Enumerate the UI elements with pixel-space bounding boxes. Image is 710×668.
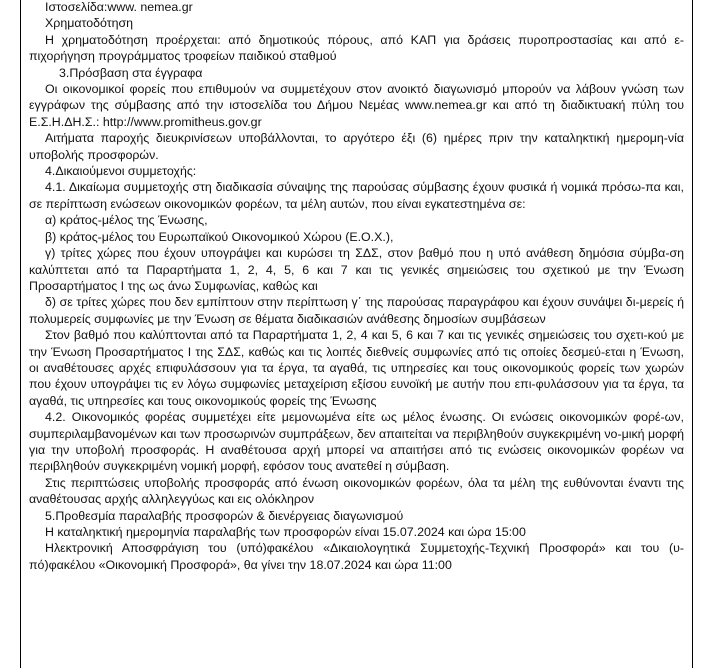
section-5-heading: 5.Προθεσμία παραλαβής προσφορών & διενέργειας διαγωνισμού: [45, 508, 404, 523]
section-4-1-text: 4.1. Δικαίωμα συμμετοχής στη διαδικασία σύναψης της παρούσας σύμβασης έχουν φυσικά ή νομικά πρόσω-πα και, σε περίπτωση ενώσεων οικονομικών φορέων, τα μέλη αυτών, που είναι εγκατεστημένα σε:: [29, 180, 684, 211]
list-item-b: β) κράτος-μέλος του Ευρωπαϊκού Οικονομικού Χώρου (Ε.Ο.Χ.),: [45, 229, 394, 244]
opening-text: Ηλεκτρονική Αποσφράγιση του (υπό)φακέλου «Δικαιολογητικά Συμμετοχής-Τεχνική Προσφορά» και του (υ-πό)φακέλου «Οικονομική Προσφορά», θα γίνει την 18.07.2024 και ώρα 11:00: [29, 541, 684, 572]
document-body: [21, 0, 692, 573]
clarifications-text: Αιτήματα παροχής διευκρινίσεων υποβάλλονται, το αργότερο έξι (6) ημέρες πριν την καταληκτική ημερομη-νία υποβολής προσφορών.: [29, 131, 684, 162]
funding-text: Η χρηματοδότηση προέρχεται: από δημοτικούς πόρους, από ΚΑΠ για δράσεις πυροπροστασίας και από ε-πιχορήγηση προγράμματος τροφείων παιδικού σταθμού: [29, 32, 684, 64]
section-4-2-text: 4.2. Οικονομικός φορέας συμμετέχει είτε μεμονωμένα είτε ως μέλος ένωσης. Οι ενώσεις οικονομικών φορέ-ων, συμπεριλαμβανομένων και των προσωρινών συμπράξεων, δεν απαιτείται να περιβληθούν συγκεκριμένη νο-μική μορφή για την υποβολή προσφοράς. Η αναθέτουσα αρχή μπορεί να απαιτήσει από τις ενώσεις οικονομικών φορέων να περιβληθούν συγκεκριμένη νομική μορφή, εφόσον τους ανατεθεί η σύμβαση.: [29, 410, 685, 474]
list-item-d: δ) σε τρίτες χώρες που δεν εμπίπτουν στην περίπτωση γ΄ της παρούσας παραγράφου και έχουν συνάψει δι-μερείς ή πολυμερείς συμφωνίες με την Ένωση σε θέματα διαδικασιών ανάθεσης δημοσίων συμβάσεων: [29, 295, 684, 326]
document-page: [20, 0, 693, 668]
deadline-text: Η καταληκτική ημερομηνία παραλαβής των προσφορών είναι 15.07.2024 και ώρα 15:00: [45, 525, 526, 539]
coverage-text: Στον βαθμό που καλύπτονται από τα Παραρτήματα 1, 2, 4 και 5, 6 και 7 και τις γενικές σημειώσεις του σχετι-κού με την Ένωση Προσαρτήματος Ι της ΣΔΣ, καθώς και τις λοιπές διεθνείς συμφωνίες από τις οποίες δεσμεύ-εται η Ένωση, οι αναθέτουσες αρχές επιφυλάσσουν για τα έργα, τα αγαθά, τις υπηρεσίες και τους οικονομικούς φορείς των χωρών που έχουν υπογράψει τις εν λόγω συμφωνίες μεταχείριση εξίσου ευνοϊκή με αυτήν που επι-φυλάσσουν για τα έργα, τα αγαθά, τις υπηρεσίες και τους οικονομικούς φορείς της Ένωσης: [29, 328, 684, 408]
list-item-c: γ) τρίτες χώρες που έχουν υπογράψει και κυρώσει τη ΣΔΣ, στον βαθμό που η υπό ανάθεση δημόσια σύμβα-ση καλύπτεται από τα Παραρτήματα 1, 2, 4, 5, 6 και 7 και τις γενικές σημειώσεις του σχετικού με την Ένωση Προσαρτήματος Ι της ως άνω Συμφωνίας, καθώς και: [29, 246, 684, 293]
section-3-heading: 3.Πρόσβαση στα έγγραφα: [59, 65, 203, 80]
access-documents-text: Οι οικονομικοί φορείς που επιθυμούν να συμμετέχουν στον ανοικτό διαγωνισμό μπορούν να λάβουν γνώση των εγγράφων της σύμβασης από την ιστοσελίδα του Δήμου Νεμέας www.nemea.gr και από τη διαδικτυακή πύλη του Ε.Σ.Η.ΔΗ.Σ.: http://www.promitheus.gov.gr: [29, 82, 684, 129]
list-item-a: α) κράτος-μέλος της Ένωσης,: [45, 213, 208, 228]
joint-liability-text: Στις περιπτώσεις υποβολής προσφοράς από ένωση οικονομικών φορέων, όλα τα μέλη της ευθύνονται έναντι της αναθέτουσας αρχής αλληλεγγύως και εις ολόκληρον: [29, 475, 684, 507]
website-line: Ιστοσελίδα:www. nemea.gr: [45, 0, 193, 14]
funding-heading: Χρηματοδότηση: [45, 16, 134, 31]
section-4-heading: 4.Δικαιούμενοι συμμετοχής:: [45, 164, 197, 179]
